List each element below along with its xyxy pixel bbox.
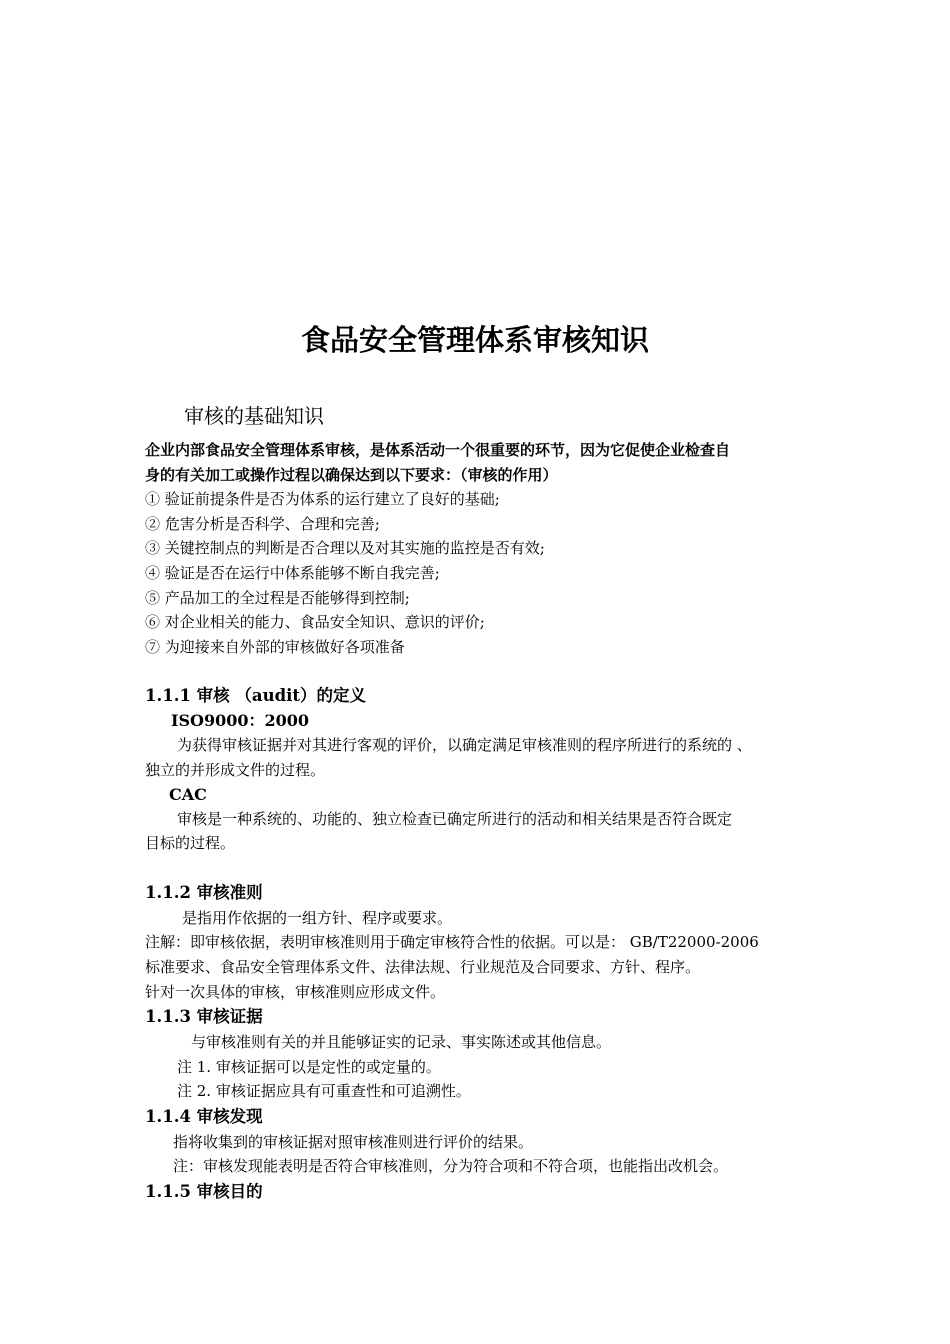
list-item: ⑤ 产品加工的全过程是否能够得到控制; <box>145 588 410 607</box>
cac-label: CAC <box>169 784 207 804</box>
evidence-note: 注 2. 审核证据应具有可重查性和可追溯性。 <box>177 1082 471 1101</box>
iso-definition-cont: 独立的并形成文件的过程。 <box>145 760 326 779</box>
cac-definition: 审核是一种系统的、功能的、独立检查已确定所进行的活动和相关结果是否符合既定 <box>177 809 733 828</box>
list-item: ⑦ 为迎接来自外部的审核做好各项准备 <box>145 637 405 656</box>
criteria-note: 注解：即审核依据，表明审核准则用于确定审核符合性的依据。可以是： GB/T22000-2006 <box>145 933 759 952</box>
heading-1-1-4: 1.1.4 审核发现 <box>145 1106 263 1126</box>
findings-note: 注：审核发现能表明是否符合审核准则，分为符合项和不符合项，也能指出改机会。 <box>173 1157 729 1176</box>
heading-1-1-3: 1.1.3 审核证据 <box>145 1007 263 1027</box>
heading-1-1-5: 1.1.5 审核目的 <box>145 1182 263 1202</box>
intro-line: 企业内部食品安全管理体系审核，是体系活动一个很重要的环节，因为它促使企业检查自 <box>145 441 731 459</box>
spacer <box>145 659 825 683</box>
list-item: ③ 关键控制点的判断是否合理以及对其实施的监控是否有效; <box>145 539 545 558</box>
heading-1-1-1: 1.1.1 审核 （audit）的定义 <box>145 686 367 706</box>
iso-label: ISO9000：2000 <box>171 711 310 731</box>
cac-definition-cont: 目标的过程。 <box>145 834 236 853</box>
criteria-extra: 针对一次具体的审核，审核准则应形成文件。 <box>145 982 446 1001</box>
spacer <box>145 856 825 880</box>
document-body <box>145 438 825 1205</box>
list-item: ⑥ 对企业相关的能力、食品安全知识、意识的评价; <box>145 613 485 632</box>
findings-definition: 指将收集到的审核证据对照审核准则进行评价的结果。 <box>173 1132 534 1151</box>
intro-line: 身的有关加工或操作过程以确保达到以下要求：（审核的作用） <box>145 465 558 484</box>
evidence-definition: 与审核准则有关的并且能够证实的记录、事实陈述或其他信息。 <box>191 1033 612 1052</box>
iso-definition: 为获得审核证据并对其进行客观的评价，以确定满足审核准则的程序所进行的系统的 、 <box>177 736 752 755</box>
list-item: ① 验证前提条件是否为体系的运行建立了良好的基础; <box>145 490 500 509</box>
evidence-note: 注 1. 审核证据可以是定性的或定量的。 <box>177 1057 441 1076</box>
heading-1-1-2: 1.1.2 审核准则 <box>145 882 263 902</box>
criteria-note-cont: 标准要求、食品安全管理体系文件、法律法规、行业规范及合同要求、方针、程序。 <box>145 957 701 976</box>
list-item: ④ 验证是否在运行中体系能够不断自我完善; <box>145 563 440 582</box>
section-heading: 审核的基础知识 <box>184 404 324 428</box>
document-title: 食品安全管理体系审核知识 <box>300 323 649 357</box>
criteria-definition: 是指用作依据的一组方针、程序或要求。 <box>182 908 453 927</box>
list-item: ② 危害分析是否科学、合理和完善; <box>145 514 380 533</box>
